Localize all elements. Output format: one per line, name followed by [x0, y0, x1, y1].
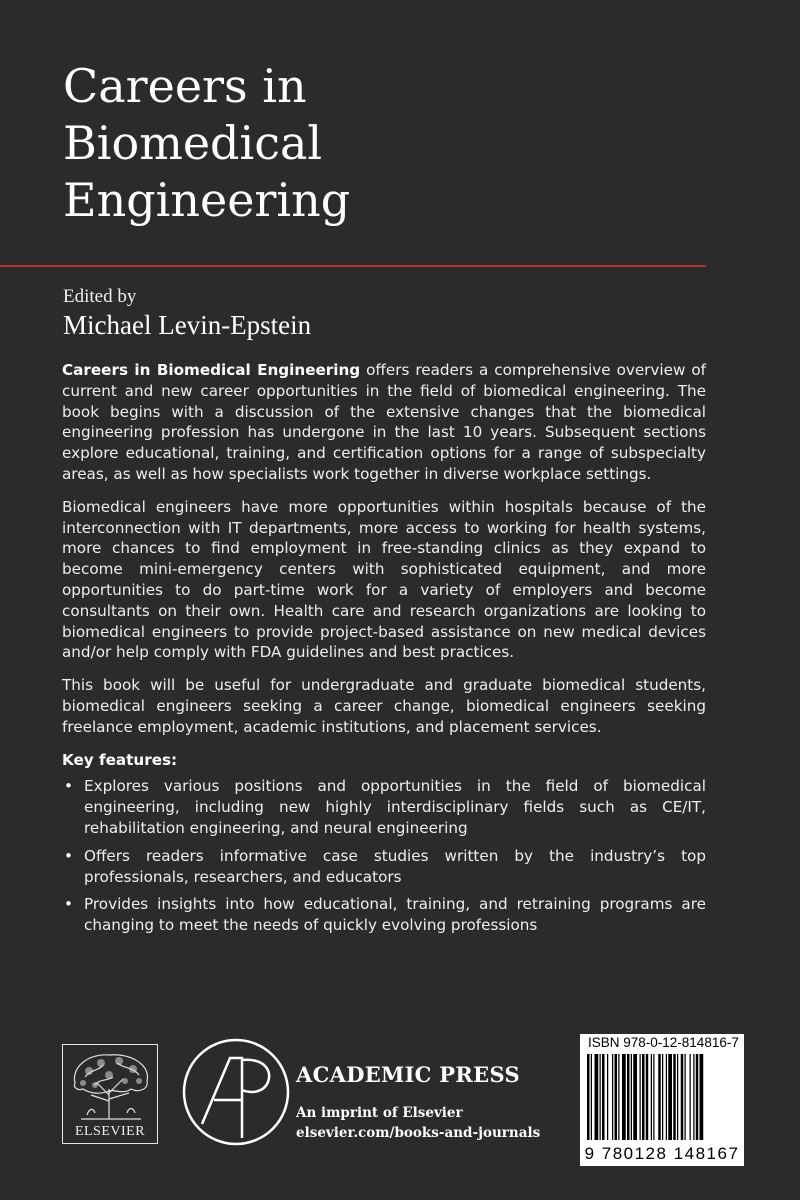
bullet-icon: • — [64, 846, 73, 865]
description-block — [62, 360, 706, 943]
ap-logo-icon — [180, 1034, 292, 1150]
feature-text: Offers readers informative case studies written by the industry’s top professionals, researchers, and educators — [84, 846, 706, 886]
bullet-icon: • — [64, 777, 73, 796]
list-item — [62, 776, 706, 838]
book-title — [63, 58, 683, 229]
title-line: Careers in — [63, 59, 307, 113]
feature-text: Provides insights into how educational, training, and retraining programs are changing to meet the needs of quickly evolving professions — [84, 895, 706, 935]
list-item — [62, 846, 706, 888]
key-features-heading: Key features: — [62, 750, 178, 769]
elsevier-logo — [62, 1044, 158, 1144]
edited-by-label: Edited by — [63, 286, 137, 307]
title-line: Biomedical — [63, 116, 323, 170]
title-line: Engineering — [63, 173, 351, 227]
title-divider-rule — [0, 265, 706, 267]
book-title-inline: Careers in Biomedical Engineering — [62, 361, 361, 379]
academic-press-ap-logo — [180, 1034, 292, 1154]
publisher-imprint: An imprint of Elsevier — [296, 1105, 463, 1121]
list-item — [62, 894, 706, 936]
elsevier-logo-text: ELSEVIER — [74, 1124, 146, 1139]
feature-text: Explores various positions and opportunities in the field of biomedical engineering, including new highly interdisciplinary fields such as CE/IT, rehabilitation engineering, and neural engineering — [84, 777, 706, 837]
description-text: offers readers a comprehensive overview of current and new career opportunities in the field of biomedical engineering. The book begins with a discussion of the extensive changes that the biomedical engineering profession has undergone in the last 10 years. Subsequent sections explore educational, training, and certification options for a range of subspecialty areas, as well as how specialists work together in diverse workplace settings. — [62, 361, 706, 483]
barcode-number: 9 780128 148167 — [584, 1144, 740, 1163]
barcode-bars-icon — [587, 1054, 737, 1146]
publisher-name: ACADEMIC PRESS — [296, 1062, 520, 1087]
publisher-url: elsevier.com/books-and-journals — [296, 1125, 541, 1141]
elsevier-tree-icon — [69, 1049, 153, 1123]
isbn-barcode — [580, 1034, 744, 1166]
description-paragraph-1 — [62, 360, 706, 485]
isbn-label: ISBN 978-0-12-814816-7 — [588, 1035, 739, 1050]
key-features-list — [62, 776, 706, 936]
editor-name: Michael Levin-Epstein — [63, 310, 312, 340]
description-paragraph-2: Biomedical engineers have more opportunities within hospitals because of the interconnection with IT departments, more access to working for health systems, more chances to find employment in free-standing clinics as they expand to become mini-emergency centers with sophisticated equipment, and more opportunities to do part-time work for a variety of employers and become consultants on their own. Health care and research organizations are looking to biomedical engineers to provide project-based assistance on new medical devices and/or help comply with FDA guidelines and best practices. — [62, 497, 706, 662]
bullet-icon: • — [64, 895, 73, 914]
description-paragraph-3: This book will be useful for undergraduate and graduate biomedical students, biomedical engineers seeking a career change, biomedical engineers seeking freelance employment, academic institutions, and placement services. — [62, 676, 706, 736]
publisher-block — [296, 1062, 540, 1141]
